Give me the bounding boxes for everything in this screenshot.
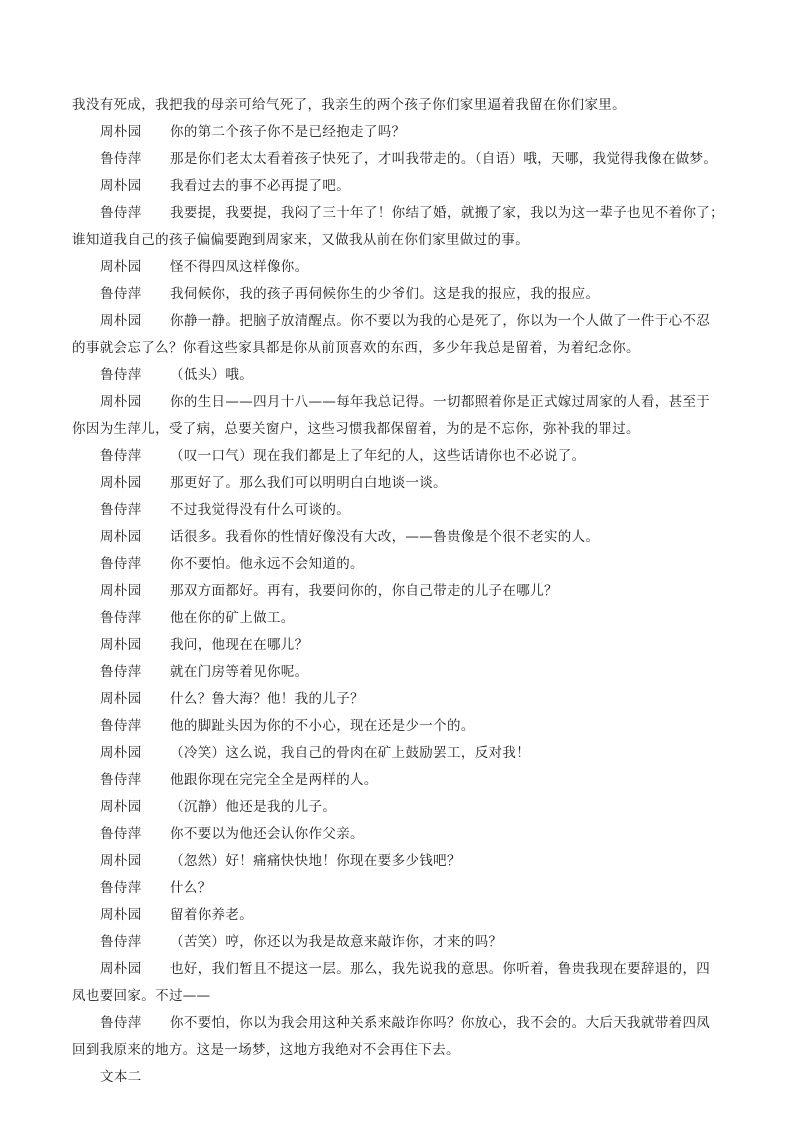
speaker-name: 鲁侍萍: [100, 880, 142, 896]
text-line: [72, 146, 730, 173]
speaker-name: 鲁侍萍: [100, 556, 142, 572]
speaker-name: 周朴园: [100, 313, 142, 329]
speaker-name: 鲁侍萍: [100, 772, 142, 788]
line-text: 他的脚趾头因为你的不小心，现在还是少一个的。: [170, 718, 475, 734]
text-line: [72, 929, 730, 956]
text-line: [72, 983, 730, 1010]
line-text: 怪不得四凤这样像你。: [170, 259, 309, 275]
text-line: [72, 92, 730, 119]
text-line: [72, 254, 730, 281]
line-text: 你静一静。把脑子放清醒点。你不要以为我的心是死了，你以为一个人做了一件于心不忍: [170, 313, 711, 329]
speaker-name: 鲁侍萍: [100, 286, 142, 302]
text-line: [72, 713, 730, 740]
text-line: [72, 686, 730, 713]
speaker-name: 鲁侍萍: [100, 610, 142, 626]
text-line: [72, 902, 730, 929]
line-text: 就在门房等着见你呢。: [170, 664, 309, 680]
speaker-name: 鲁侍萍: [100, 205, 142, 221]
text-line: [72, 632, 730, 659]
text-line: [72, 740, 730, 767]
text-line: [72, 362, 730, 389]
line-text: 文本二: [100, 1069, 142, 1085]
speaker-name: 鲁侍萍: [100, 718, 142, 734]
text-line: [72, 767, 730, 794]
line-text: 那双方面都好。再有，我要问你的，你自己带走的儿子在哪儿？: [170, 583, 558, 599]
text-line: [72, 416, 730, 443]
text-line: [72, 1064, 730, 1091]
line-text: （冷笑）这么说，我自己的骨肉在矿上鼓励罢工，反对我！: [170, 745, 531, 761]
line-text: 凤也要回家。不过——: [72, 988, 211, 1004]
speaker-name: 周朴园: [100, 529, 142, 545]
line-text: 我看过去的事不必再提了吧。: [170, 178, 351, 194]
text-line: [72, 227, 730, 254]
speaker-name: 周朴园: [100, 799, 142, 815]
text-line: [72, 794, 730, 821]
speaker-name: 周朴园: [100, 583, 142, 599]
speaker-name: 鲁侍萍: [100, 1015, 142, 1031]
line-text: 我没有死成，我把我的母亲可给气死了，我亲生的两个孩子你们家里逼着我留在你们家里。: [72, 97, 626, 113]
line-text: 我问，他现在在哪儿？: [170, 637, 309, 653]
speaker-name: 鲁侍萍: [100, 502, 142, 518]
speaker-name: 周朴园: [100, 259, 142, 275]
line-text: 谁知道我自己的孩子偏偏要跑到周家来，又做我从前在你们家里做过的事。: [72, 232, 530, 248]
speaker-name: 鲁侍萍: [100, 664, 142, 680]
speaker-name: 周朴园: [100, 961, 142, 977]
speaker-name: 鲁侍萍: [100, 367, 142, 383]
line-text: 你的第二个孩子你不是已经抱走了吗？: [170, 124, 406, 140]
text-line: [72, 551, 730, 578]
line-text: 你不要以为他还会认你作父亲。: [170, 826, 364, 842]
text-line: [72, 173, 730, 200]
text-line: [72, 200, 730, 227]
line-text: 他跟你现在完完全全是两样的人。: [170, 772, 378, 788]
speaker-name: 周朴园: [100, 124, 142, 140]
speaker-name: 鲁侍萍: [100, 151, 142, 167]
text-line: [72, 389, 730, 416]
line-text: 我伺候你，我的孩子再伺候你生的少爷们。这是我的报应，我的报应。: [170, 286, 600, 302]
text-line: [72, 956, 730, 983]
line-text: 你的生日——四月十八——每年我总记得。一切都照着你是正式嫁过周家的人看，甚至于: [170, 394, 711, 410]
speaker-name: 周朴园: [100, 907, 142, 923]
line-text: 你不要怕，你以为我会用这种关系来敲诈你吗？你放心，我不会的。大后天我就带着四凤: [170, 1015, 711, 1031]
text-line: [72, 443, 730, 470]
speaker-name: 鲁侍萍: [100, 826, 142, 842]
line-text: （沉静）他还是我的儿子。: [170, 799, 337, 815]
line-text: 的事就会忘了么？你看这些家具都是你从前顶喜欢的东西，多少年我总是留着，为着纪念你。: [72, 340, 640, 356]
speaker-name: 周朴园: [100, 178, 142, 194]
line-text: 不过我觉得没有什么可谈的。: [170, 502, 351, 518]
speaker-name: 周朴园: [100, 475, 142, 491]
line-text: 话很多。我看你的性情好像没有大改，——鲁贵像是个很不老实的人。: [170, 529, 600, 545]
line-text: 也好，我们暂且不提这一层。那么，我先说我的意思。你听着，鲁贵我现在要辞退的，四: [170, 961, 711, 977]
text-line: [72, 659, 730, 686]
speaker-name: 周朴园: [100, 637, 142, 653]
line-text: 我要提，我要提，我闷了三十年了！你结了婚，就搬了家，我以为这一辈子也见不着你了；: [170, 205, 724, 221]
text-line: [72, 119, 730, 146]
text-line: [72, 497, 730, 524]
text-line: [72, 875, 730, 902]
line-text: 你不要怕。他永远不会知道的。: [170, 556, 364, 572]
speaker-name: 周朴园: [100, 853, 142, 869]
speaker-name: 鲁侍萍: [100, 934, 142, 950]
line-text: （忽然）好！痛痛快快地！你现在要多少钱吧？: [170, 853, 461, 869]
text-line: [72, 605, 730, 632]
text-line: [72, 848, 730, 875]
text-line: [72, 281, 730, 308]
line-text: 你因为生萍儿，受了病，总要关窗户，这些习惯我都保留着，为的是不忘你，弥补我的罪过。: [72, 421, 640, 437]
line-text: 什么？: [170, 880, 212, 896]
text-line: [72, 821, 730, 848]
line-text: 留着你养老。: [170, 907, 254, 923]
line-text: 他在你的矿上做工。: [170, 610, 295, 626]
text-line: [72, 308, 730, 335]
speaker-name: 周朴园: [100, 745, 142, 761]
text-line: [72, 578, 730, 605]
line-text: 那是你们老太太看着孩子快死了，才叫我带走的。（自语）哦，天哪，我觉得我像在做梦。: [170, 151, 718, 167]
text-line: [72, 1010, 730, 1037]
line-text: 什么？鲁大海？他！我的儿子？: [170, 691, 364, 707]
line-text: （低头）哦。: [170, 367, 254, 383]
script-text: [72, 92, 730, 1091]
text-line: [72, 335, 730, 362]
speaker-name: 鲁侍萍: [100, 448, 142, 464]
speaker-name: 周朴园: [100, 394, 142, 410]
line-text: （叹一口气）现在我们都是上了年纪的人，这些话请你也不必说了。: [170, 448, 586, 464]
line-text: 回到我原来的地方。这是一场梦，这地方我绝对不会再住下去。: [72, 1042, 460, 1058]
text-line: [72, 1037, 730, 1064]
line-text: 那更好了。那么我们可以明明白白地谈一谈。: [170, 475, 447, 491]
speaker-name: 周朴园: [100, 691, 142, 707]
text-line: [72, 470, 730, 497]
line-text: （苦笑）哼，你还以为我是故意来敲诈你，才来的吗？: [170, 934, 503, 950]
text-line: [72, 524, 730, 551]
